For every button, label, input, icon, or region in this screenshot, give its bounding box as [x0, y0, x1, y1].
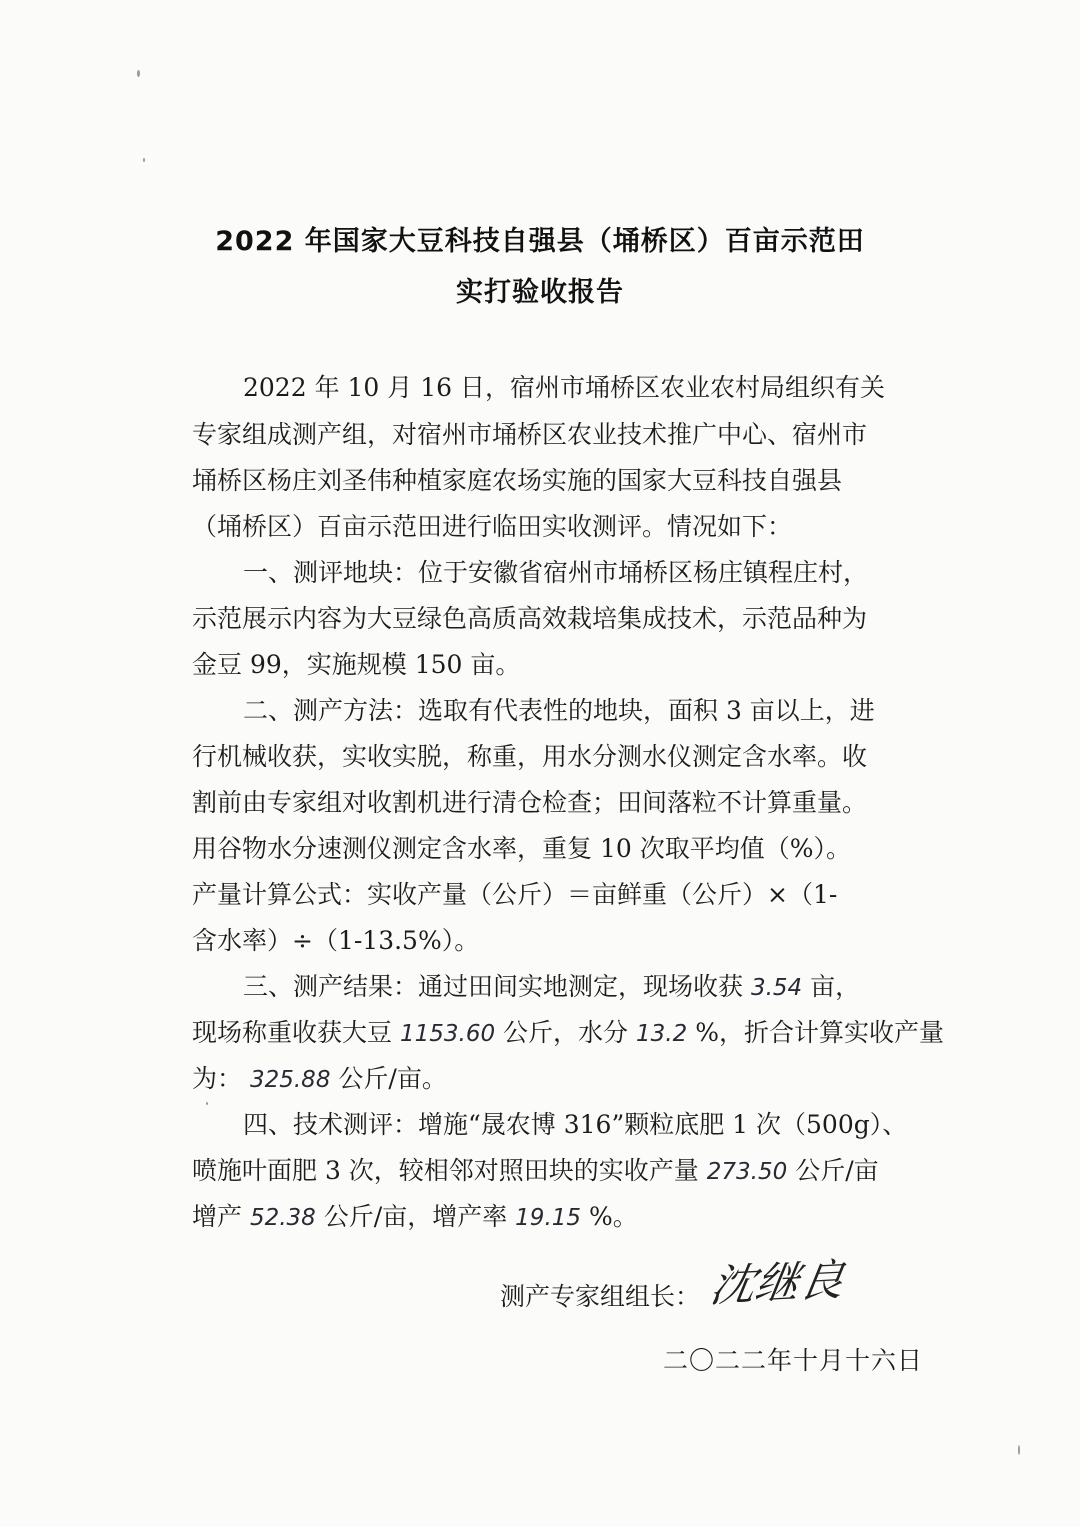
- section3-text: 亩，: [810, 972, 861, 1001]
- section3-text: %，折合计算实收产量: [695, 1018, 944, 1047]
- section4-line-3: [192, 1201, 638, 1234]
- section4-text: 喷施叶面肥 3 次，较相邻对照田块的实收产量: [192, 1156, 699, 1185]
- section3-text: 公斤，水分: [503, 1018, 629, 1047]
- handwritten-increase-rate: 19.15: [515, 1205, 582, 1231]
- document-date: 二〇二二年十月十六日: [663, 1346, 924, 1375]
- section3-line-2: [192, 1017, 944, 1050]
- section4-text: 公斤/亩: [795, 1156, 879, 1185]
- scan-speck: [1018, 1445, 1020, 1455]
- section3-line-3: [192, 1063, 447, 1096]
- signature-label: 测产专家组组长：: [500, 1282, 701, 1311]
- section4-line-1: 四、技术测评：增施“晟农博 316”颗粒底肥 1 次（500g）、: [243, 1110, 908, 1139]
- scan-speck: [137, 70, 140, 77]
- handwritten-harvest-weight: 1153.60: [399, 1021, 496, 1047]
- section3-text: 公斤/亩。: [338, 1064, 447, 1093]
- section2-line-2: 行机械收获，实收实脱，称重，用水分测水仪测定含水率。收: [192, 742, 868, 771]
- section2-line-5: 产量计算公式：实收产量（公斤）＝亩鲜重（公斤）×（1-: [192, 880, 838, 909]
- section3-text: 现场称重收获大豆: [192, 1018, 393, 1047]
- handwritten-moisture: 13.2: [636, 1021, 688, 1047]
- intro-line-4: （埇桥区）百亩示范田进行临田实收测评。情况如下：: [192, 512, 793, 541]
- scan-speck: [206, 1102, 208, 1105]
- section2-line-1: 二、测产方法：选取有代表性的地块，面积 3 亩以上，进: [243, 696, 875, 725]
- intro-line-1: 2022 年 10 月 16 日，宿州市埇桥区农业农村局组织有关: [243, 373, 885, 402]
- document-title-line-1: 2022 年国家大豆科技自强县（埇桥区）百亩示范田: [215, 226, 865, 257]
- section1-line-3: 金豆 99，实施规模 150 亩。: [192, 650, 521, 679]
- section4-line-2: [192, 1155, 879, 1188]
- section4-text: %。: [588, 1202, 638, 1231]
- section1-line-2: 示范展示内容为大豆绿色高质高效栽培集成技术，示范品种为: [192, 604, 868, 633]
- intro-line-2: 专家组成测产组，对宿州市埇桥区农业技术推广中心、宿州市: [192, 420, 868, 449]
- handwritten-signature: 沈继良: [706, 1254, 849, 1313]
- section2-line-6: 含水率）÷（1-13.5%）。: [192, 926, 480, 955]
- section3-text: 为：: [192, 1064, 243, 1093]
- section3-text: 三、测产结果：通过田间实地测定，现场收获: [243, 972, 744, 1001]
- handwritten-control-yield: 273.50: [706, 1159, 788, 1185]
- section4-text: 增产: [192, 1202, 243, 1231]
- section2-line-3: 割前由专家组对收割机进行清仓检查；田间落粒不计算重量。: [192, 788, 868, 817]
- handwritten-yield: 325.88: [249, 1067, 331, 1093]
- intro-line-3: 埇桥区杨庄刘圣伟种植家庭农场实施的国家大豆科技自强县: [192, 466, 843, 495]
- handwritten-harvest-area: 3.54: [750, 975, 803, 1001]
- document-title-line-2: 实打验收报告: [456, 277, 624, 308]
- scan-speck: [143, 158, 145, 162]
- section2-line-4: 用谷物水分速测仪测定含水率，重复 10 次取平均值（%）。: [192, 834, 851, 863]
- handwritten-yield-increase: 52.38: [249, 1205, 316, 1231]
- section4-text: 公斤/亩，增产率: [323, 1202, 508, 1231]
- section1-line-1: 一、测评地块：位于安徽省宿州市埇桥区杨庄镇程庄村，: [243, 558, 869, 587]
- section3-line-1: [243, 971, 860, 1004]
